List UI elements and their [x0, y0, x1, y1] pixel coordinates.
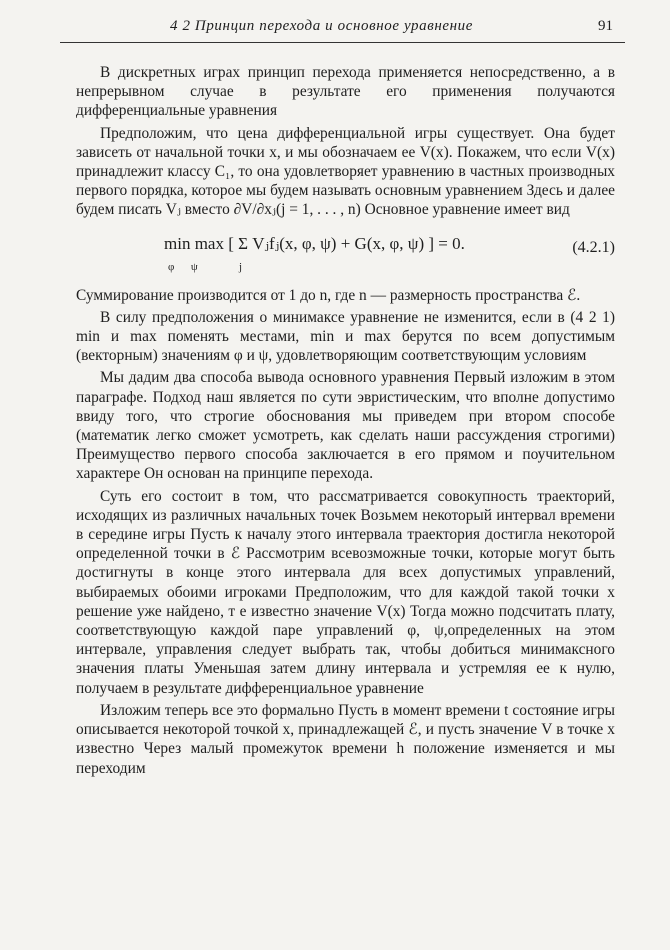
paragraph: Изложим теперь все это формально Пусть в момент времени t состояние игры описывается некоторой точкой x, принадлежащей ℰ, и пусть значение V в точке x известно Через малый промежуток времени h положение изменяется и мы переходим	[76, 701, 615, 777]
body-text	[76, 63, 615, 778]
paragraph: В дискретных играх принцип перехода применяется непосредственно, а в непрерывном случае в результате его применения получаются дифференциальные уравнения	[76, 64, 615, 120]
equation-4-2-1	[76, 226, 615, 282]
paragraph: Предположим, что цена дифференциальной игры существует. Она будет зависеть от начальной точки x, и мы обозначаем ее V(x). Покажем, что если V(x) принадлежит классу C₁, то она удовлетворяет уравнению в частных производных первого порядка, которое мы будем называть основным уравнением Здесь и далее будем писать Vⱼ вместо ∂V/∂xⱼ(j = 1, . . . , n) Основное уравнение имеет вид	[76, 124, 615, 219]
header-rule	[60, 42, 625, 43]
page-number: 91	[598, 18, 613, 34]
paragraph: Мы дадим два способа вывода основного уравнения Первый изложим в этом параграфе. Подход наш является по сути эвристическим, что вполне допустимо ввиду того, что строгие обоснования мы приведем при втором способе (математик легко сможет усмотреть, как сделать наши рассуждения строгими) Преимущество первого способа заключается в его прямом и поучительном характере Он основан на принципе перехода.	[76, 369, 615, 483]
paragraph: Суммирование производится от 1 до n, где n — размерность пространства ℰ.	[76, 286, 581, 304]
running-title: 4 2 Принцип перехода и основное уравнение	[170, 18, 474, 34]
page-header	[60, 12, 625, 44]
paragraph: В силу предположения о минимаксе уравнение не изменится, если в (4 2 1) min и max поменять местами, min и max берутся по всем допустимым (векторным) значениям φ и ψ, удовлетворяющим соответствующим условиям	[76, 308, 615, 365]
equation-subscripts: φ ψ j	[168, 260, 243, 273]
equation-expression: min max [ Σ Vⱼfⱼ(x, φ, ψ) + G(x, φ, ψ) ] = 0. φ ψ j	[164, 234, 465, 253]
equation-number: (4.2.1)	[572, 238, 615, 256]
paragraph: Суть его состоит в том, что рассматривается совокупность траекторий, исходящих из различных начальных точек Возьмем некоторый интервал времени в середине игры Пусть к началу этого интервала траектория достигла некоторой определенной точки в ℰ Рассмотрим всевозможные точки, которые могут быть достигнуты в конце этого интервала для всех допустимых управлений, выбираемых обоими игроками Предположим, что для каждой такой точки x решение уже найдено, т е известно значение V(x) Тогда можно подсчитать плату, соответствующую каждой паре управлений φ, ψ,определенных на этом интервале, управления следует выбрать так, чтобы добиться минимаксного значения платы Уменьшая затем длину интервала и устремляя ее к нулю, получаем в результате дифференциальное уравнение	[76, 487, 615, 697]
